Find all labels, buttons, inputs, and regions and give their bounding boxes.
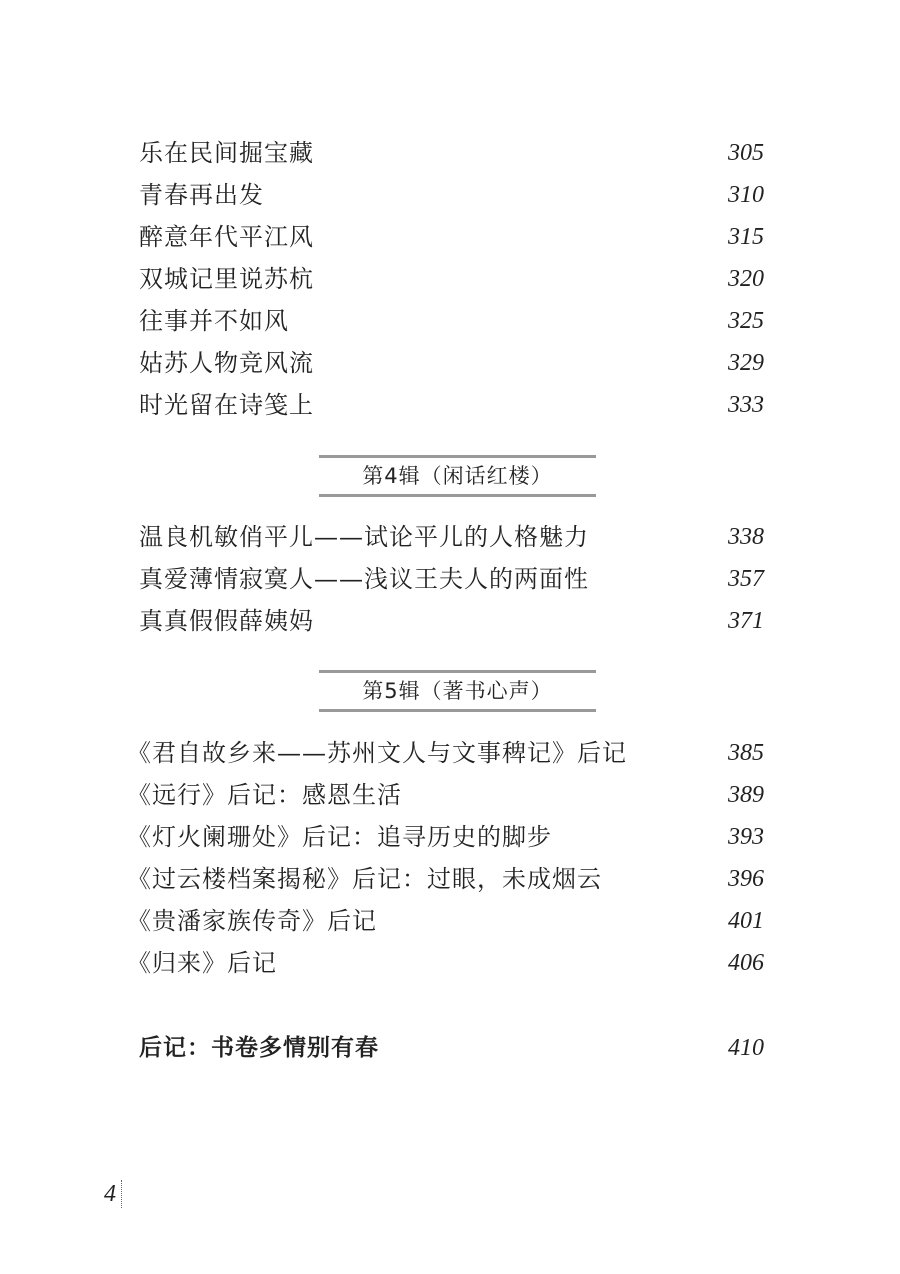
toc-entry-title: 《灯火阑珊处》后记：追寻历史的脚步	[127, 823, 552, 851]
toc-entry-title: 真真假假薛姨妈	[139, 607, 314, 635]
toc-entry-page: 305	[728, 140, 764, 166]
toc-entry[interactable]	[0, 942, 900, 984]
toc-entry-page: 333	[728, 392, 764, 418]
toc-entry-title: 《君自故乡来——苏州文人与文事稗记》后记	[127, 739, 627, 767]
toc-entry[interactable]	[0, 858, 900, 900]
toc-entry-title: 往事并不如风	[139, 307, 289, 335]
toc-entry[interactable]	[0, 384, 900, 426]
toc-entry-page: 371	[728, 608, 764, 634]
toc-entry[interactable]	[0, 174, 900, 216]
toc-entry-title: 《贵潘家族传奇》后记	[127, 907, 377, 935]
toc-entry-page: 338	[728, 524, 764, 550]
toc-entry-title: 《远行》后记：感恩生活	[127, 781, 402, 809]
toc-entry-page: 325	[728, 308, 764, 334]
toc-entry[interactable]	[0, 216, 900, 258]
toc-entry[interactable]	[0, 600, 900, 642]
toc-entry-title: 《过云楼档案揭秘》后记：过眼，未成烟云	[127, 865, 602, 893]
toc-entry-page: 310	[728, 182, 764, 208]
toc-entry-title: 双城记里说苏杭	[139, 265, 314, 293]
toc-entry[interactable]	[0, 300, 900, 342]
toc-entry-page: 401	[728, 908, 764, 934]
toc-entry-title: 乐在民间掘宝藏	[139, 139, 314, 167]
folio-divider	[121, 1180, 122, 1208]
toc-entry[interactable]	[0, 258, 900, 300]
toc-entry-page: 320	[728, 266, 764, 292]
page-number: 4	[104, 1181, 116, 1207]
toc-entry[interactable]	[0, 774, 900, 816]
toc-entry[interactable]	[0, 516, 900, 558]
toc-entry-title: 醉意年代平江风	[139, 223, 314, 251]
toc-entry-title: 青春再出发	[139, 181, 264, 209]
toc-entry-title: 温良机敏俏平儿——试论平儿的人格魅力	[139, 523, 589, 551]
toc-entry[interactable]	[0, 342, 900, 384]
toc-entry-title: 真爱薄情寂寞人——浅议王夫人的两面性	[139, 565, 589, 593]
section-heading-4: 第4辑（闲话红楼）	[319, 455, 596, 497]
toc-entry-page: 315	[728, 224, 764, 250]
toc-entry-page: 357	[728, 566, 764, 592]
toc-entry-title: 《归来》后记	[127, 949, 277, 977]
toc-entry[interactable]	[0, 816, 900, 858]
toc-entry-page: 389	[728, 782, 764, 808]
section-heading-5: 第5辑（著书心声）	[319, 670, 596, 712]
toc-entry-page: 385	[728, 740, 764, 766]
toc-entry-title: 时光留在诗笺上	[139, 391, 314, 419]
toc-entry-page: 329	[728, 350, 764, 376]
toc-entry-page: 396	[728, 866, 764, 892]
toc-entry[interactable]	[0, 132, 900, 174]
toc-entry-page: 393	[728, 824, 764, 850]
toc-entry-page: 410	[728, 1035, 764, 1061]
toc-entry-title: 姑苏人物竞风流	[139, 349, 314, 377]
toc-entry[interactable]	[0, 732, 900, 774]
toc-entry-title: 后记：书卷多情别有春	[139, 1035, 379, 1061]
toc-entry[interactable]	[0, 558, 900, 600]
toc-entry-page: 406	[728, 950, 764, 976]
toc-entry[interactable]	[0, 900, 900, 942]
toc-entry-afterword[interactable]	[0, 1027, 900, 1069]
